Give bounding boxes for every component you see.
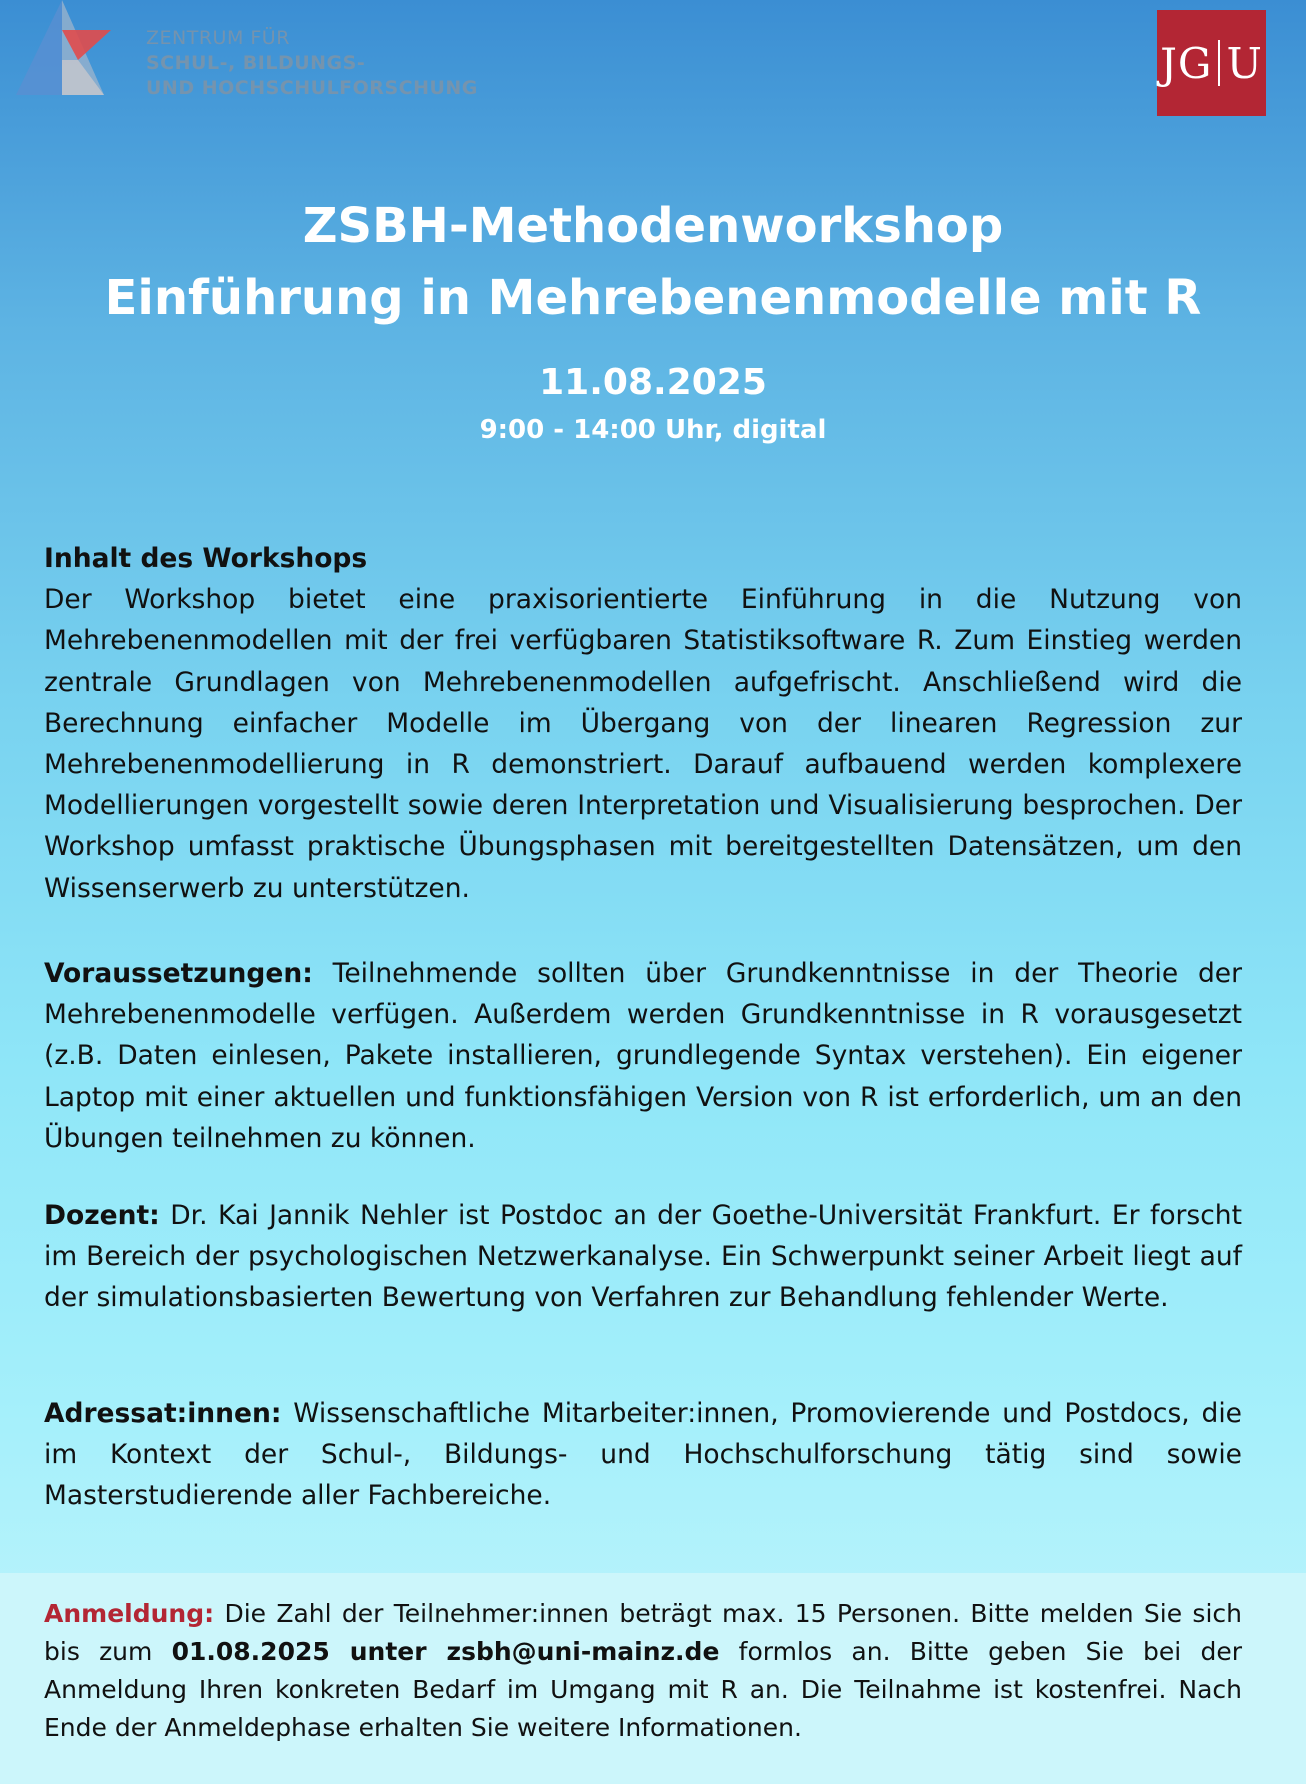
prerequisites-text: Teilnehmende sollten über Grundkenntnisse in der Theorie der Mehrebenenmodelle verfügen. Außerdem werden Grundkenntnisse in R vorausgesetzt (z.B. Daten einlesen, Pakete installieren, grundlegende Syntax verstehen). Ein eigener Laptop mit einer aktuellen und funktionsfähigen Version von R ist erforderlich, um an den Übungen teilnehmen zu können. (44, 958, 1242, 1154)
content-section (44, 538, 1242, 909)
logo-line-3: UND HOCHSCHULFORSCHUNG (146, 77, 478, 99)
zsbh-logo (16, 0, 486, 112)
logo-line-1: ZENTRUM FÜR (146, 27, 290, 49)
registration-section (44, 1595, 1242, 1747)
audience-label: Adressat:innen: (44, 1398, 282, 1429)
registration-deadline-email[interactable]: 01.08.2025 unter zsbh@uni-mainz.de (171, 1637, 720, 1666)
title-line-2: Einführung in Mehrebenenmodelle mit R (104, 270, 1202, 326)
lecturer-label: Dozent: (44, 1200, 160, 1231)
audience-text: Wissenschaftliche Mitarbeiter:innen, Promovierende und Postdocs, die im Kontext der Schul-, Bildungs- und Hochschulforschung tätig sind sowie Masterstudierende aller Fachbereiche. (44, 1398, 1242, 1512)
jgu-logo-divider (1218, 40, 1220, 86)
jgu-logo (1157, 10, 1266, 116)
title-line-1: ZSBH-Methodenworkshop (302, 198, 1004, 254)
audience-section (44, 1393, 1242, 1517)
zsbh-logo-text (146, 26, 478, 101)
content-heading: Inhalt des Workshops (44, 543, 368, 574)
registration-label: Anmeldung: (44, 1599, 215, 1628)
prerequisites-section (44, 953, 1242, 1159)
registration-text-1: Die Zahl der Teilnehmer:innen beträgt max. 15 Personen. Bitte melden Sie sich bis zum (44, 1599, 1242, 1666)
page-title (0, 190, 1306, 334)
zsbh-logo-mark-icon (16, 0, 146, 112)
jgu-logo-left: JG (1160, 38, 1213, 88)
event-date: 11.08.2025 (539, 362, 767, 403)
content-body: Der Workshop bietet eine praxisorientierte Einführung in die Nutzung von Mehrebenenmodellen mit der frei verfügbaren Statistiksoftware R. Zum Einstieg werden zentrale Grundlagen von Mehrebenenmodellen aufgefrischt. Anschließend wird die Berechnung einfacher Modelle im Übergang von der linearen Regression zur Mehrebenenmodellierung in R demonstriert. Darauf aufbauend werden komplexere Modellierungen vorgestellt sowie deren Interpretation und Visualisierung besprochen. Der Workshop umfasst praktische Übungsphasen mit bereitgestellten Datensätzen, um den Wissenserwerb zu unterstützen. (44, 584, 1242, 904)
prerequisites-label: Voraussetzungen: (44, 958, 313, 989)
event-time: 9:00 - 14:00 Uhr, digital (479, 415, 827, 445)
registration-text-2: formlos an. Bitte geben Sie bei der Anmeldung Ihren konkreten Bedarf im Umgang mit R an. Die Teilnahme ist kostenfrei. Nach Ende der Anmeldephase erhalten Sie weitere Informationen. (44, 1637, 1243, 1742)
lecturer-text: Dr. Kai Jannik Nehler ist Postdoc an der Goethe-Universität Frankfurt. Er forscht im Bereich der psychologischen Netzwerkanalyse. Ein Schwerpunkt seiner Arbeit liegt auf der simulationsbasierten Bewertung von Verfahren zur Behandlung fehlender Werte. (44, 1200, 1242, 1314)
logo-line-2: SCHUL-, BILDUNGS- (146, 52, 366, 74)
lecturer-section (44, 1195, 1242, 1319)
jgu-logo-right: U (1226, 38, 1263, 88)
